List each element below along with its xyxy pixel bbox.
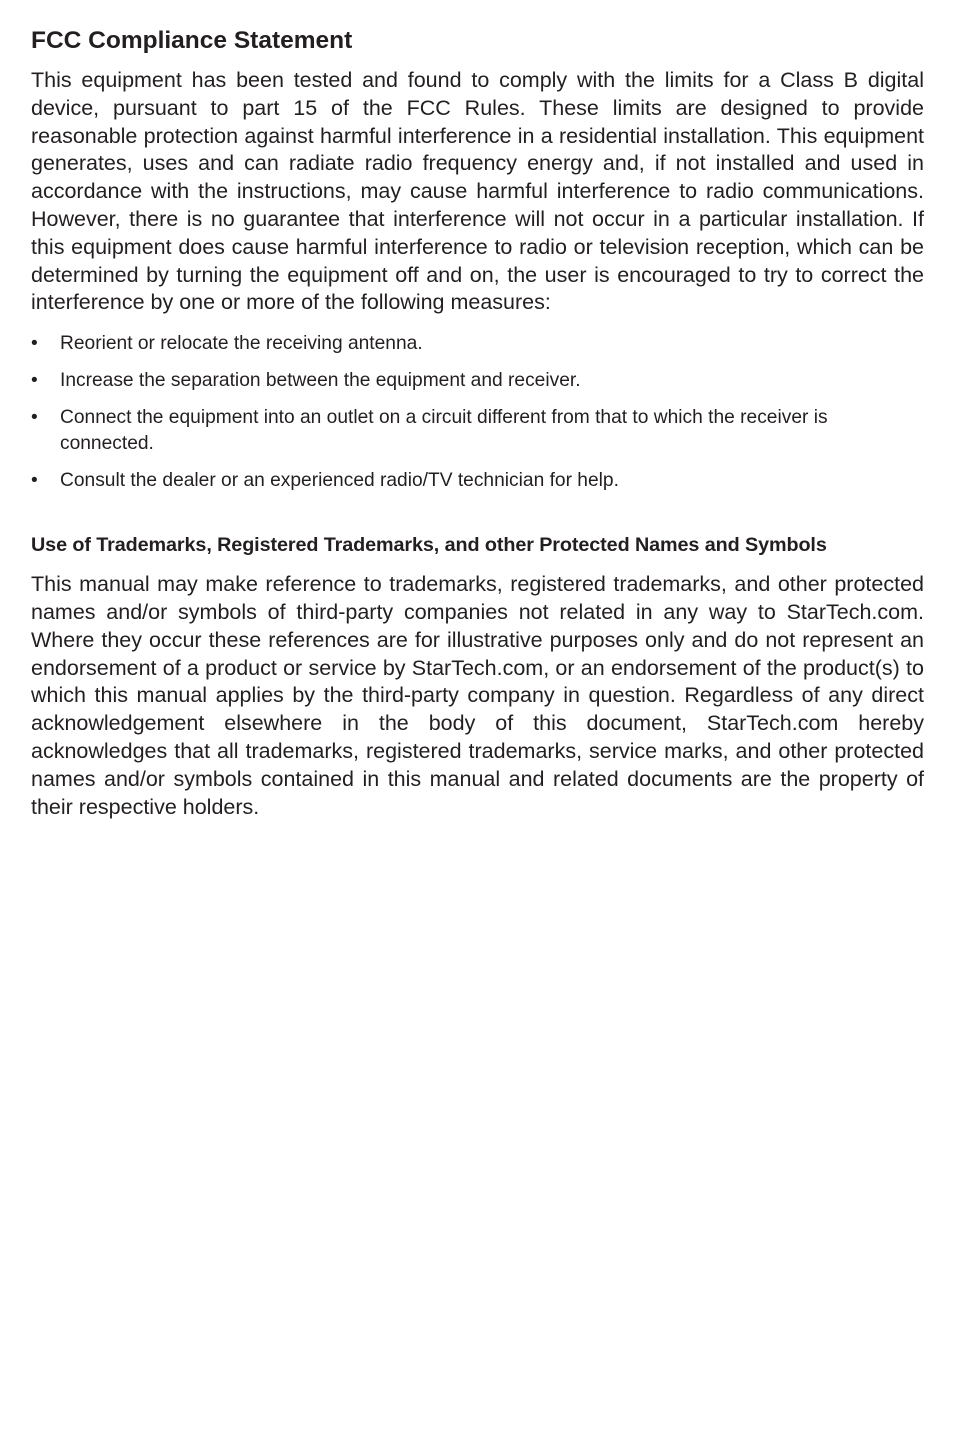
bullet-icon: •: [31, 333, 38, 355]
trademarks-paragraph: This manual may make reference to trademarks, registered trademarks, and other protected names and/or symbols of third-party companies not related in any way to StarTech.com. Where they occur these references are for illustrative purposes only and do not represent an endorsement of a product or service by StarTech.com, or an endorsement of the product(s) to which this manual applies by the third-party company in question. Regardless of any direct acknowledgement elsewhere in the body of this document, StarTech.com hereby acknowledges that all trademarks, registered trademarks, service marks, and other protected names and/or symbols contained in this manual and related documents are the property of their respective holders.: [31, 572, 924, 819]
bullet-icon: •: [31, 407, 38, 429]
measure-text: Consult the dealer or an experienced radio/TV technician for help.: [60, 470, 619, 492]
fcc-paragraph: This equipment has been tested and found to comply with the limits for a Class B digital device, pursuant to part 15 of the FCC Rules. These limits are designed to provide reasonable protection against harmful interference in a residential installation. This equipment generates, uses and can radiate radio frequency energy and, if not installed and used in accordance with the instructions, may cause harmful interference to radio communications. However, there is no guarantee that interference will not occur in a particular installation. If this equipment does cause harmful interference to radio or television reception, which can be determined by turning the equipment off and on, the user is encouraged to try to correct the interference by one or more of the following measures:: [31, 68, 924, 315]
list-item: [31, 368, 924, 394]
measure-text: Reorient or relocate the receiving antenna.: [60, 333, 423, 355]
measure-text: Increase the separation between the equipment and receiver.: [60, 370, 581, 392]
document-page: [31, 26, 924, 821]
list-item: [31, 405, 924, 457]
bullet-icon: •: [31, 370, 38, 392]
list-item: [31, 331, 924, 357]
measure-text: Connect the equipment into an outlet on a circuit different from that to which the receiver is connected.: [60, 407, 828, 455]
list-item: [31, 468, 924, 494]
bullet-icon: •: [31, 470, 38, 492]
fcc-heading: FCC Compliance Statement: [31, 27, 353, 54]
fcc-measures-list: [31, 331, 924, 494]
trademarks-heading: Use of Trademarks, Registered Trademarks, and other Protected Names and Symbols: [31, 534, 827, 557]
